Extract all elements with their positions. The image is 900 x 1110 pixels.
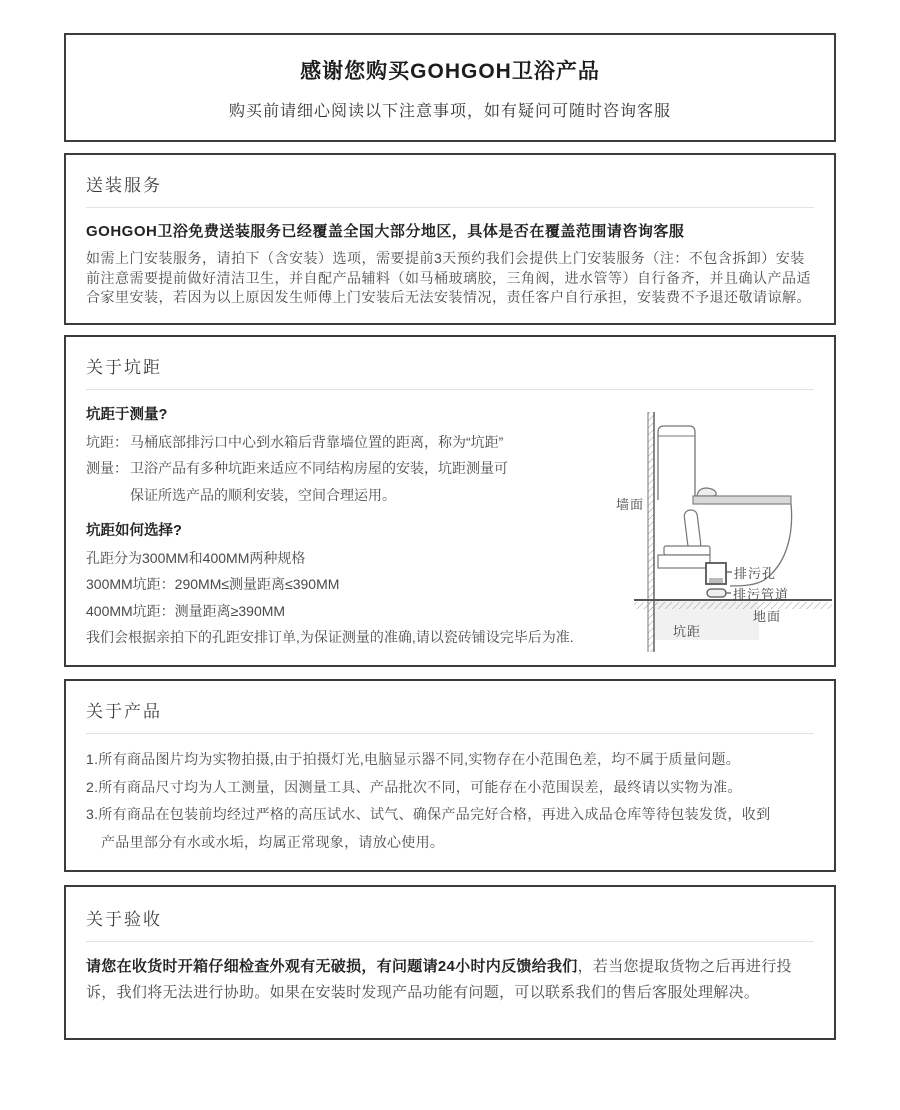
toilet-seat <box>693 496 791 504</box>
pit-line-measure-label: 测量： <box>86 460 128 476</box>
drain-pipe-label: 排污管道 <box>733 587 790 602</box>
delivery-service-box <box>64 153 836 325</box>
acceptance-box <box>64 885 836 1040</box>
pit-line-measure-cont: 保证所选产品的顺利安装，空间合理运用。 <box>130 486 396 503</box>
divider <box>86 389 814 390</box>
page-title: 感谢您购买GOHGOH卫浴产品 <box>300 59 600 83</box>
drain-pipe-collar <box>707 589 726 597</box>
pit-text-column <box>86 402 661 651</box>
divider <box>86 207 814 208</box>
product-item-2: 2.所有商品尺寸均为人工测量，因测量工具、产品批次不同，可能存在小范围误差，最终请以实物为准。 <box>86 778 742 795</box>
acceptance-rest-text: ，若当您提取货物之后再进行投诉，我们将无法进行协助。如果在安装时发现产品功能有问题，可以联系我们的售后客服处理解决。 <box>86 958 792 1001</box>
pit-spec-line: 孔距分为300MM和400MM两种规格 <box>86 549 306 566</box>
toilet-base <box>658 555 710 568</box>
pit-question-measure: 坑距于测量? <box>86 407 168 423</box>
product-section-title: 关于产品 <box>86 702 162 721</box>
toilet-tank <box>658 426 695 500</box>
ground-hatch <box>634 602 832 609</box>
drain-hole-inner <box>709 578 723 583</box>
divider <box>86 733 814 734</box>
pit-section-title: 关于坑距 <box>86 358 162 377</box>
pit-spec-400: 400MM坑距：测量距离≥390MM <box>86 602 286 619</box>
acceptance-bold-text: 请您在收货时开箱仔细检查外观有无破损，有问题请24小时内反馈给我们 <box>86 958 578 975</box>
pit-line-distance-text: 马桶底部排污口中心到水箱后背靠墙位置的距离，称为“坑距” <box>130 433 504 450</box>
pit-distance-label: 坑距 <box>673 624 702 639</box>
pit-note: 我们会根据亲拍下的孔距安排订单,为保证测量的准确,请以瓷砖铺设完毕后为准. <box>86 629 574 645</box>
pit-spec-300: 300MM坑距：290MM≤测量距离≤390MM <box>86 576 340 592</box>
acceptance-section-title: 关于验收 <box>86 910 162 929</box>
flush-valve <box>684 509 702 550</box>
pit-question-choose: 坑距如何选择? <box>86 523 182 539</box>
pit-line-measure <box>86 455 661 482</box>
divider <box>86 941 814 942</box>
acceptance-text <box>86 954 814 1005</box>
page <box>0 33 900 1110</box>
delivery-section-title: 送装服务 <box>86 176 162 195</box>
header-box <box>64 33 836 142</box>
pit-distance-box <box>64 335 836 667</box>
pit-line-distance <box>86 429 661 456</box>
delivery-lead-text: GOHGOH卫浴免费送装服务已经覆盖全国大部分地区，具体是否在覆盖范围请咨询客服 <box>86 223 685 240</box>
pit-distance-diagram <box>598 400 834 652</box>
page-subtitle: 购买前请细心阅读以下注意事项，如有疑问可随时咨询客服 <box>228 102 671 120</box>
seat-hinge <box>697 488 716 496</box>
product-item-1: 1.所有商品图片均为实物拍摄,由于拍摄灯光,电脑显示器不同,实物存在小范围色差，均不属于质量问题。 <box>86 751 741 767</box>
valve-flange <box>664 546 710 555</box>
about-product-box <box>64 679 836 872</box>
pit-line-measure-text: 卫浴产品有多种坑距来适应不同结构房屋的安装，坑距测量可 <box>130 460 508 476</box>
pit-line-distance-label: 坑距： <box>86 433 128 450</box>
wall-hatch <box>648 412 654 652</box>
delivery-body-text: 如需上门安装服务，请拍下（含安装）选项，需要提前3天预约我们会提供上门安装服务（注：不包含拆卸）安装前注意需要提前做好清洁卫生，并自配产品辅料（如马桶玻璃胶，三角阀，进水管等）自行备齐，并且确认产品适合家里安装，若因为以上原因发生师傅上门安装后无法安装情况，责任客户自行承担，安装费不予退还敬请谅解。 <box>86 250 811 305</box>
product-item-3: 3.所有商品在包装前均经过严格的高压试水、试气、确保产品完好合格，再进入成品仓库等待包装发货，收到产品里部分有水或水垢，均属正常现象，请放心使用。 <box>86 806 771 850</box>
ground-label: 地面 <box>753 609 782 624</box>
drain-hole-label: 排污孔 <box>734 566 777 581</box>
wall-label: 墙面 <box>615 497 644 512</box>
